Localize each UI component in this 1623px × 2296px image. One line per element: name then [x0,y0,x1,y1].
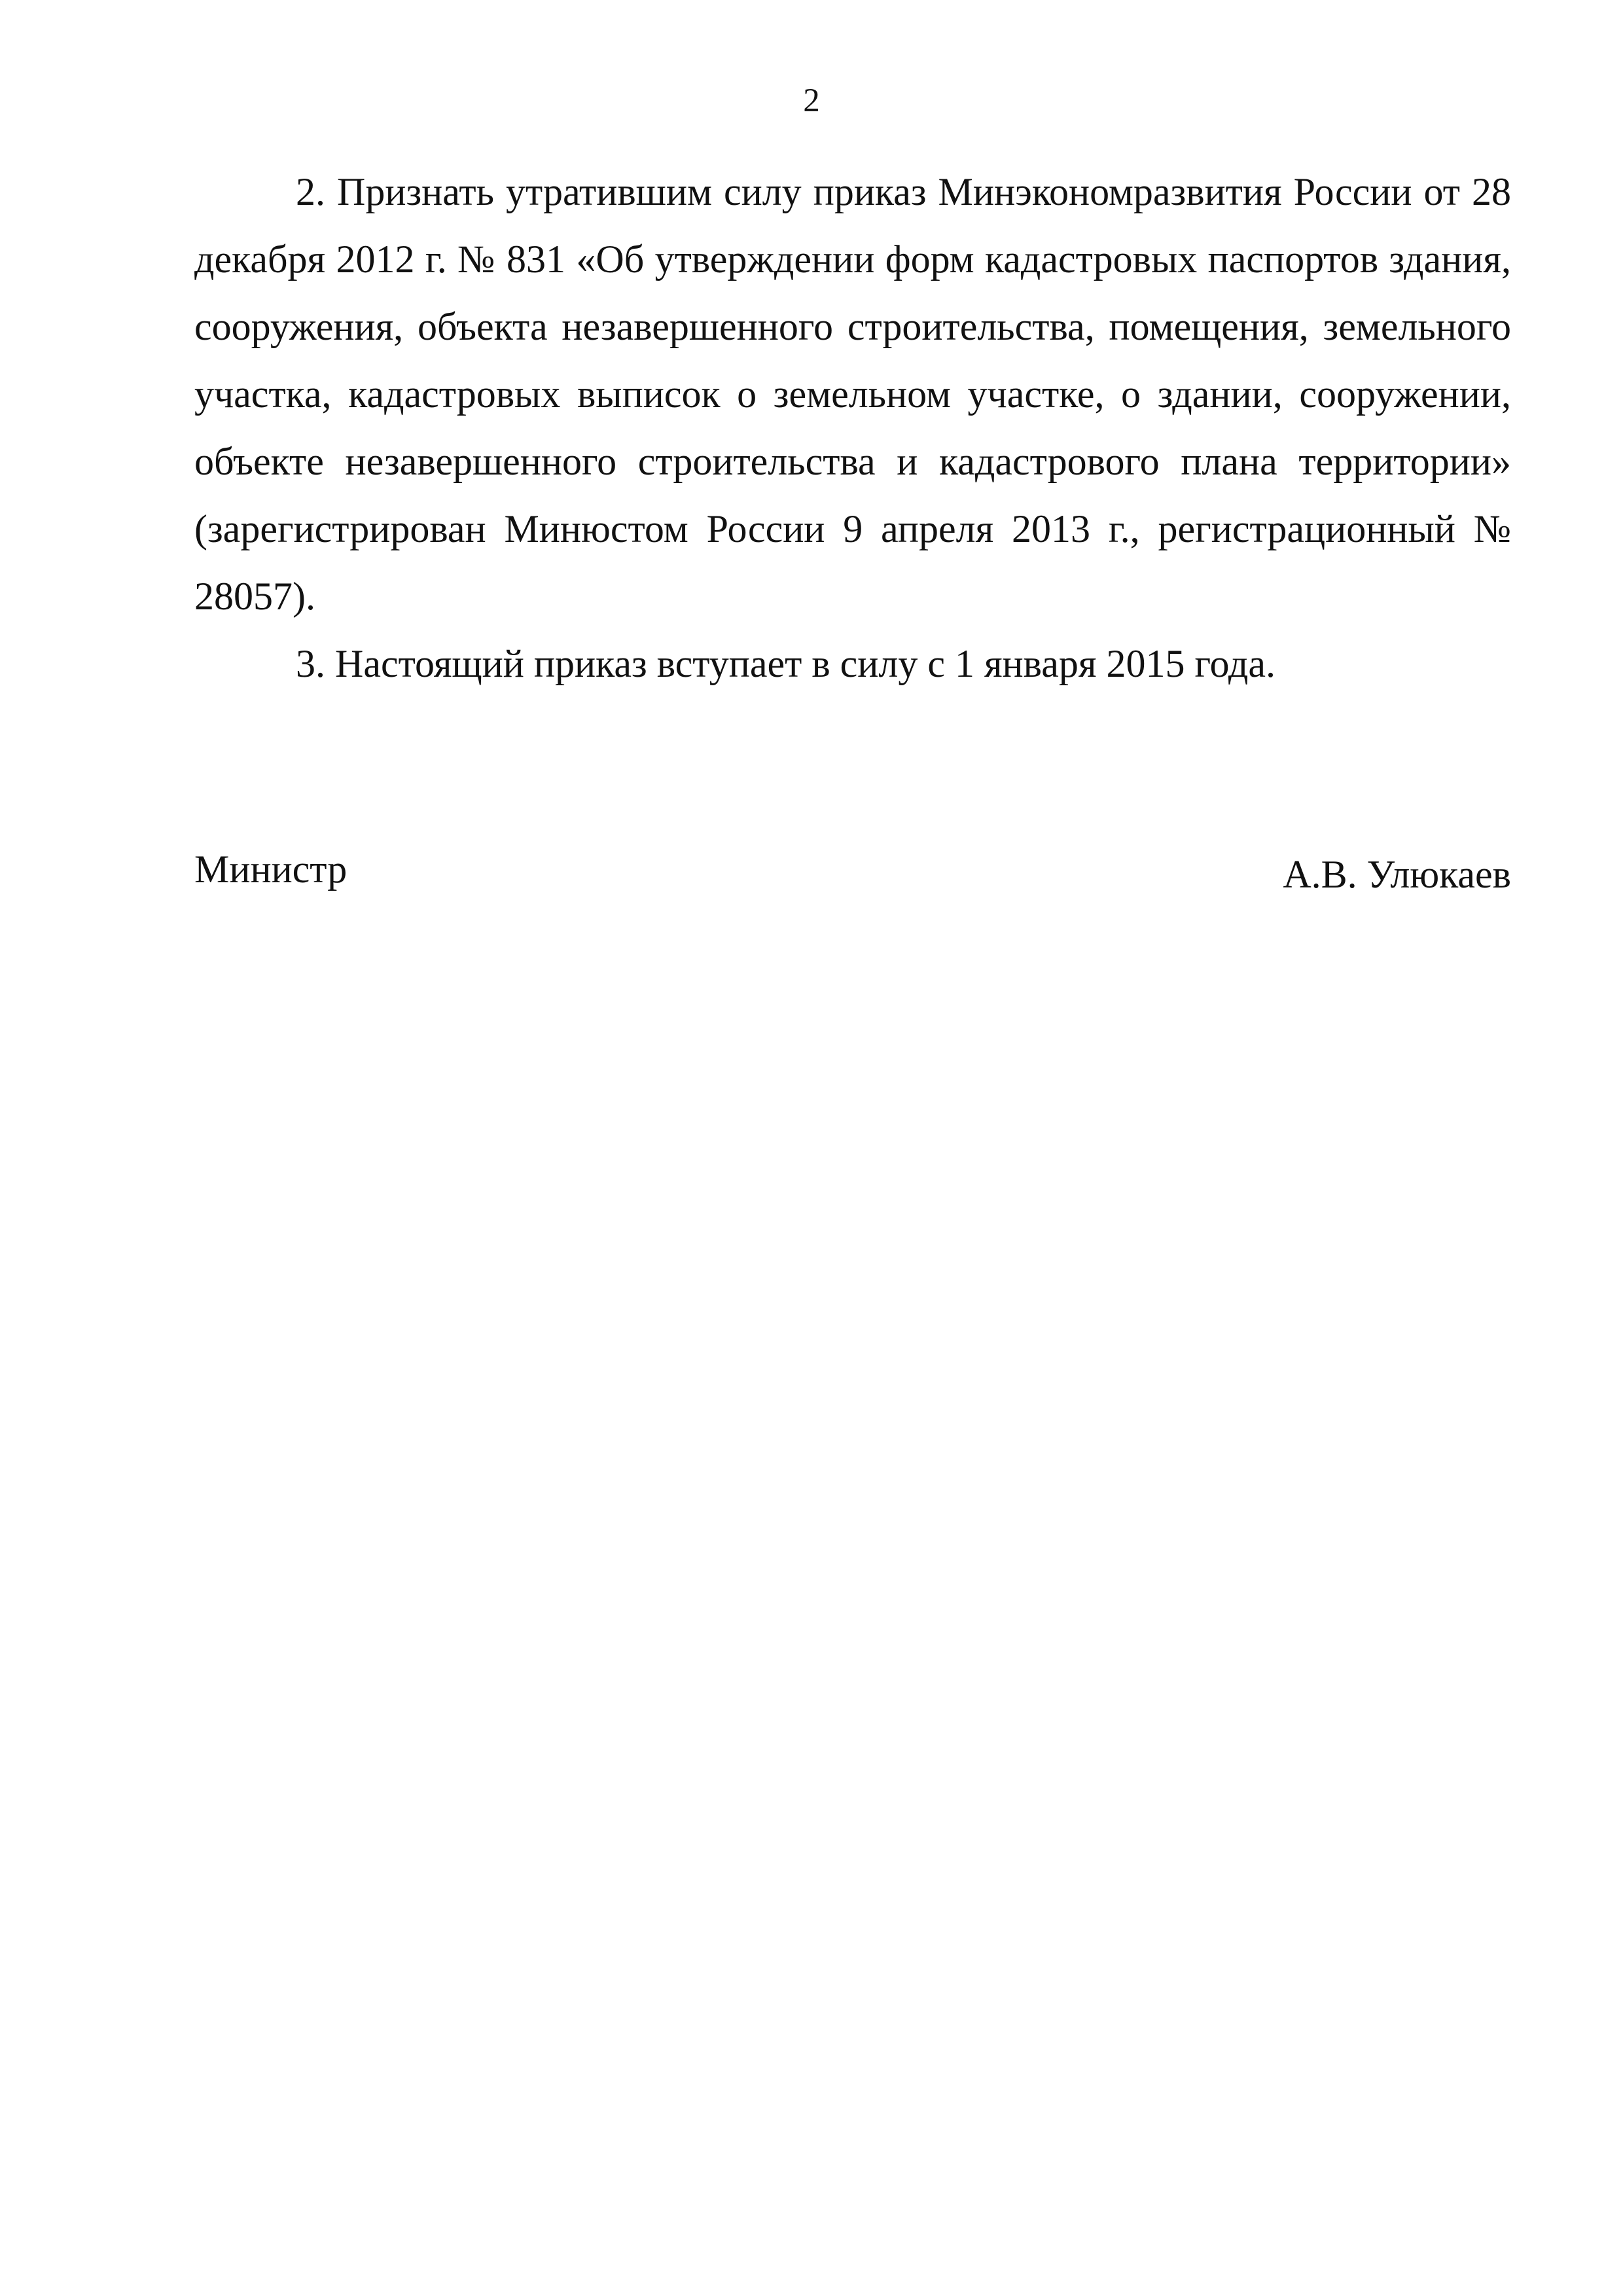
paragraph-2: 2. Признать утратившим силу приказ Минэкономразвития России от 28 декабря 2012 г. № 831 «Об утверждении форм кадастровых паспортов здания, сооружения, объекта незавершенного строительства, помещения, земельного участка, кадастровых выписок о земельном участке, о здании, сооружении, объекте незавершенного строительства и кадастрового плана территории» (зарегистрирован Минюстом России 9 апреля 2013 г., регистрационный № 28057). [194,170,1511,618]
paragraph-3: 3. Настоящий приказ вступает в силу с 1 января 2015 года. [296,642,1275,685]
signatory-name: А.В. Улюкаев [1283,853,1511,896]
page-number: 2 [803,82,820,119]
signatory-title: Министр [194,848,348,891]
document-body [194,158,1511,698]
